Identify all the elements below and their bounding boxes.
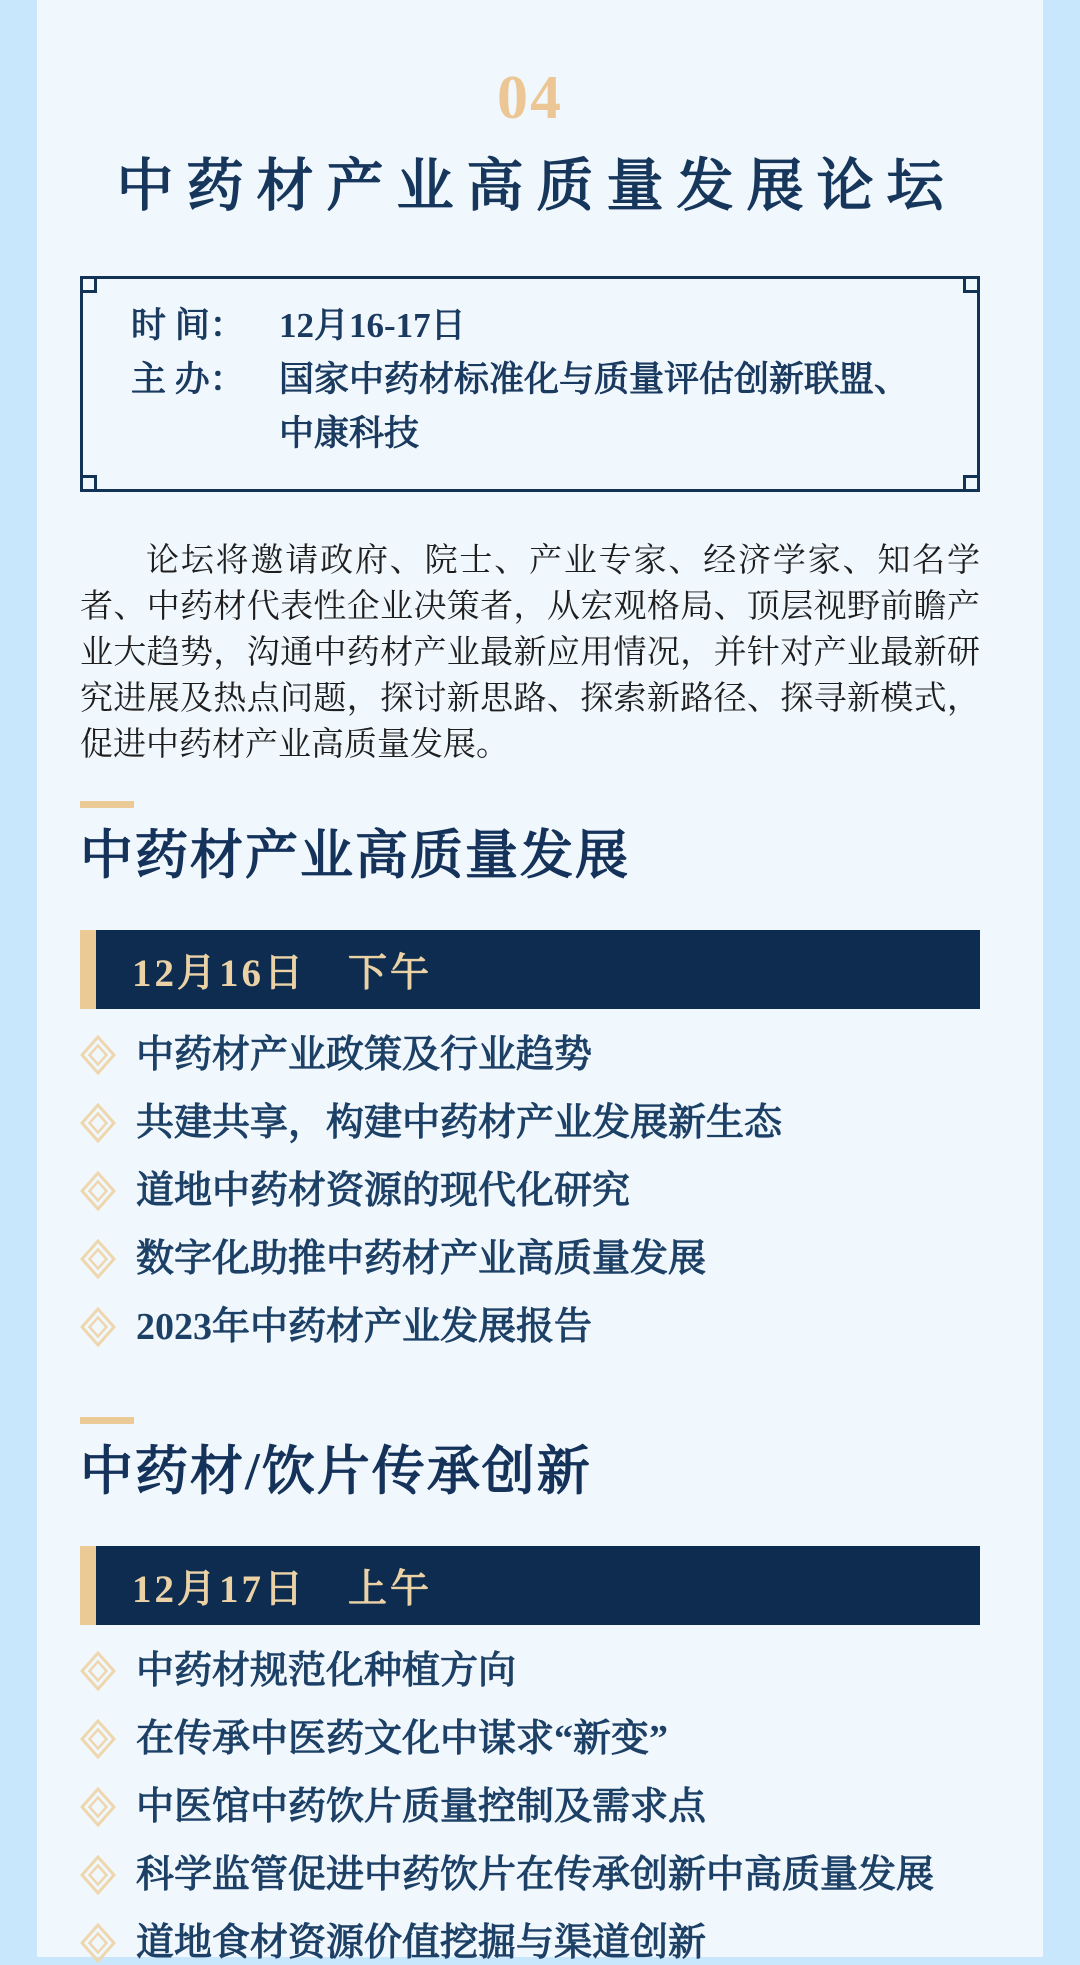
nested-diamond-outline-icon <box>80 1787 116 1827</box>
info-row-time <box>131 299 947 353</box>
schedule-bar-body <box>96 1546 980 1625</box>
gold-accent-line <box>80 801 134 808</box>
topic-item <box>80 1033 980 1077</box>
info-row-organizer <box>131 353 947 461</box>
gold-accent-stripe <box>80 1546 96 1625</box>
session-block-1 <box>80 801 980 1349</box>
topic-text: 在传承中医药文化中谋求“新变” <box>136 1718 669 1761</box>
corner-decoration-bottom-left <box>80 475 97 492</box>
schedule-text: 12月17日 上午 <box>132 1567 433 1611</box>
organizer-line-1: 国家中药材标准化与质量评估创新联盟、 <box>279 359 910 399</box>
topic-item <box>80 1169 980 1213</box>
time-value: 12月16-17日 <box>279 305 466 345</box>
nested-diamond-outline-icon <box>80 1307 116 1347</box>
poster-page <box>37 0 1043 1965</box>
topic-item <box>80 1101 980 1145</box>
nested-diamond-outline-icon <box>80 1171 116 1211</box>
topic-text: 共建共享，构建中药材产业发展新生态 <box>136 1102 783 1145</box>
schedule-bar <box>80 1546 980 1625</box>
session-heading: 中药材/饮片传承创新 <box>80 1443 592 1502</box>
topic-text: 科学监管促进中药饮片在传承创新中高质量发展 <box>136 1854 935 1897</box>
schedule-text: 12月16日 下午 <box>132 951 433 995</box>
section-number: 04 <box>497 64 563 132</box>
nested-diamond-outline-icon <box>80 1923 116 1963</box>
time-label: 时 间： <box>131 305 245 345</box>
gold-accent-line <box>80 1417 134 1424</box>
nested-diamond-outline-icon <box>80 1103 116 1143</box>
topic-text: 2023年中药材产业发展报告 <box>136 1306 593 1349</box>
topic-text: 道地食材资源价值挖掘与渠道创新 <box>136 1922 707 1965</box>
organizer-label: 主 办： <box>131 359 245 399</box>
topic-text: 道地中药材资源的现代化研究 <box>136 1170 631 1213</box>
gold-accent-stripe <box>80 930 96 1009</box>
nested-diamond-outline-icon <box>80 1239 116 1279</box>
nested-diamond-outline-icon <box>80 1651 116 1691</box>
corner-decoration-top-right <box>963 276 980 293</box>
topic-text: 中药材产业政策及行业趋势 <box>136 1034 593 1077</box>
topic-text: 数字化助推中药材产业高质量发展 <box>136 1238 707 1281</box>
topic-text: 中药材规范化种植方向 <box>136 1650 517 1693</box>
organizer-line-2: 中康科技 <box>279 413 420 453</box>
topic-item <box>80 1853 980 1897</box>
corner-decoration-bottom-right <box>963 475 980 492</box>
topic-item <box>80 1921 980 1965</box>
topic-item <box>80 1237 980 1281</box>
organizer-value <box>279 353 909 461</box>
session-block-2 <box>80 1417 980 1965</box>
page-title: 中药材产业高质量发展论坛 <box>116 155 957 219</box>
info-box <box>80 276 980 492</box>
nested-diamond-outline-icon <box>80 1035 116 1075</box>
schedule-bar-body <box>96 930 980 1009</box>
topic-item <box>80 1785 980 1829</box>
intro-paragraph: 论坛将邀请政府、院士、产业专家、经济学家、知名学者、中药材代表性企业决策者，从宏观格局、顶层视野前瞻产业大趋势，沟通中药材产业最新应用情况，并针对产业最新研究进展及热点问题，探讨新思路、探索新路径、探寻新模式，促进中药材产业高质量发展。 <box>80 542 980 763</box>
topic-item <box>80 1649 980 1693</box>
topic-item <box>80 1305 980 1349</box>
topic-text: 中医馆中药饮片质量控制及需求点 <box>136 1786 707 1829</box>
topic-list <box>80 1033 980 1349</box>
schedule-bar <box>80 930 980 1009</box>
topic-item <box>80 1717 980 1761</box>
corner-decoration-top-left <box>80 276 97 293</box>
nested-diamond-outline-icon <box>80 1719 116 1759</box>
topic-list <box>80 1649 980 1965</box>
session-heading: 中药材产业高质量发展 <box>80 826 630 885</box>
nested-diamond-outline-icon <box>80 1855 116 1895</box>
